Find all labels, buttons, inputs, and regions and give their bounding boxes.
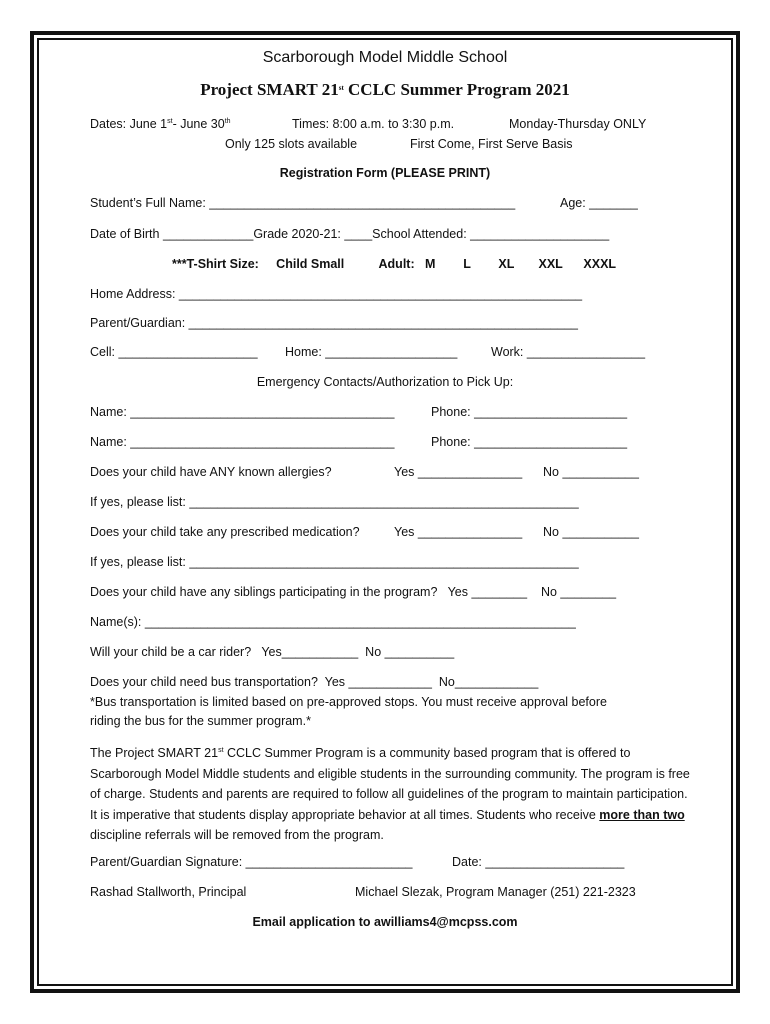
- signature-date-field[interactable]: Date: ____________________: [452, 855, 625, 869]
- school-name: Scarborough Model Middle School: [262, 49, 508, 66]
- student-name-field[interactable]: Student’s Full Name: ____________________________________________: [90, 196, 516, 210]
- home-address-field[interactable]: Home Address: __________________________________________________________: [90, 287, 583, 301]
- parent-signature-field[interactable]: Parent/Guardian Signature: ________________________: [90, 855, 413, 869]
- bus-note-line2: riding the bus for the summer program.*: [90, 714, 311, 728]
- form-title: Registration Form (PLEASE PRINT): [279, 166, 491, 180]
- contact1-phone-field[interactable]: Phone: ______________________: [431, 405, 628, 419]
- siblings-question[interactable]: Does your child have any siblings participating in the program? Yes ________ No ________: [90, 585, 617, 599]
- slots-available: Only 125 slots available: [225, 137, 358, 151]
- bus-transport-field[interactable]: Does your child need bus transportation? Yes ____________ No____________: [90, 675, 539, 689]
- emergency-contacts-heading: Emergency Contacts/Authorization to Pick Up:: [256, 375, 514, 389]
- allergies-list-field[interactable]: If yes, please list: ________________________________________________________: [90, 495, 579, 509]
- work-phone-field[interactable]: Work: _________________: [491, 345, 646, 359]
- contact2-phone-field[interactable]: Phone: ______________________: [431, 435, 628, 449]
- email-instruction: Email application to awilliams4@mcpss.com: [252, 915, 518, 929]
- emphasis-more-than-two: more than two: [599, 807, 685, 822]
- contact2-name-field[interactable]: Name: ______________________________________: [90, 435, 395, 449]
- age-field[interactable]: Age: _______: [560, 196, 638, 210]
- bus-note-line1: *Bus transportation is limited based on pre-approved stops. You must receive approval before: [90, 695, 607, 709]
- parent-guardian-field[interactable]: Parent/Guardian: ________________________________________________________: [90, 316, 578, 330]
- tshirt-size-options[interactable]: ***T-Shirt Size: Child Small Adult: M L XL XXL XXXL: [172, 257, 617, 271]
- program-description: The Project SMART 21st CCLC Summer Program is a community based program that is offered to Scarborough Model Middle students and eligible students in the surrounding community. The program is free of charge. Students and parents are required to follow all guidelines of the program to maintain participation. It is imperative that students display appropriate behavior at all times. Students who receive more than two discipline referrals will be removed from the program.: [90, 746, 690, 842]
- cell-phone-field[interactable]: Cell: ____________________: [90, 345, 258, 359]
- medication-no-field[interactable]: No ___________: [543, 525, 639, 539]
- program-manager-contact: Michael Slezak, Program Manager (251) 221-2323: [355, 885, 636, 899]
- program-dates: Dates: June 1st- June 30th: [90, 117, 231, 131]
- car-rider-field[interactable]: Will your child be a car rider? Yes___________ No __________: [90, 645, 455, 659]
- program-days: Monday-Thursday ONLY: [509, 117, 647, 131]
- medication-yes-field[interactable]: Yes _______________: [394, 525, 523, 539]
- allergies-question: Does your child have ANY known allergies?: [90, 465, 332, 479]
- medication-list-field[interactable]: If yes, please list: ________________________________________________________: [90, 555, 579, 569]
- program-times: Times: 8:00 a.m. to 3:30 p.m.: [292, 117, 455, 131]
- dob-grade-school-field[interactable]: Date of Birth _____________Grade 2020-21: ____School Attended: ____________________: [90, 227, 610, 241]
- program-title: Project SMART 21st CCLC Summer Program 2021: [200, 80, 570, 99]
- contact1-name-field[interactable]: Name: ______________________________________: [90, 405, 395, 419]
- principal-name: Rashad Stallworth, Principal: [90, 885, 247, 899]
- allergies-no-field[interactable]: No ___________: [543, 465, 639, 479]
- siblings-names-field[interactable]: Name(s): ______________________________________________________________: [90, 615, 576, 629]
- allergies-yes-field[interactable]: Yes _______________: [394, 465, 523, 479]
- medication-question: Does your child take any prescribed medication?: [90, 525, 360, 539]
- first-come-basis: First Come, First Serve Basis: [410, 137, 573, 151]
- home-phone-field[interactable]: Home: ___________________: [285, 345, 458, 359]
